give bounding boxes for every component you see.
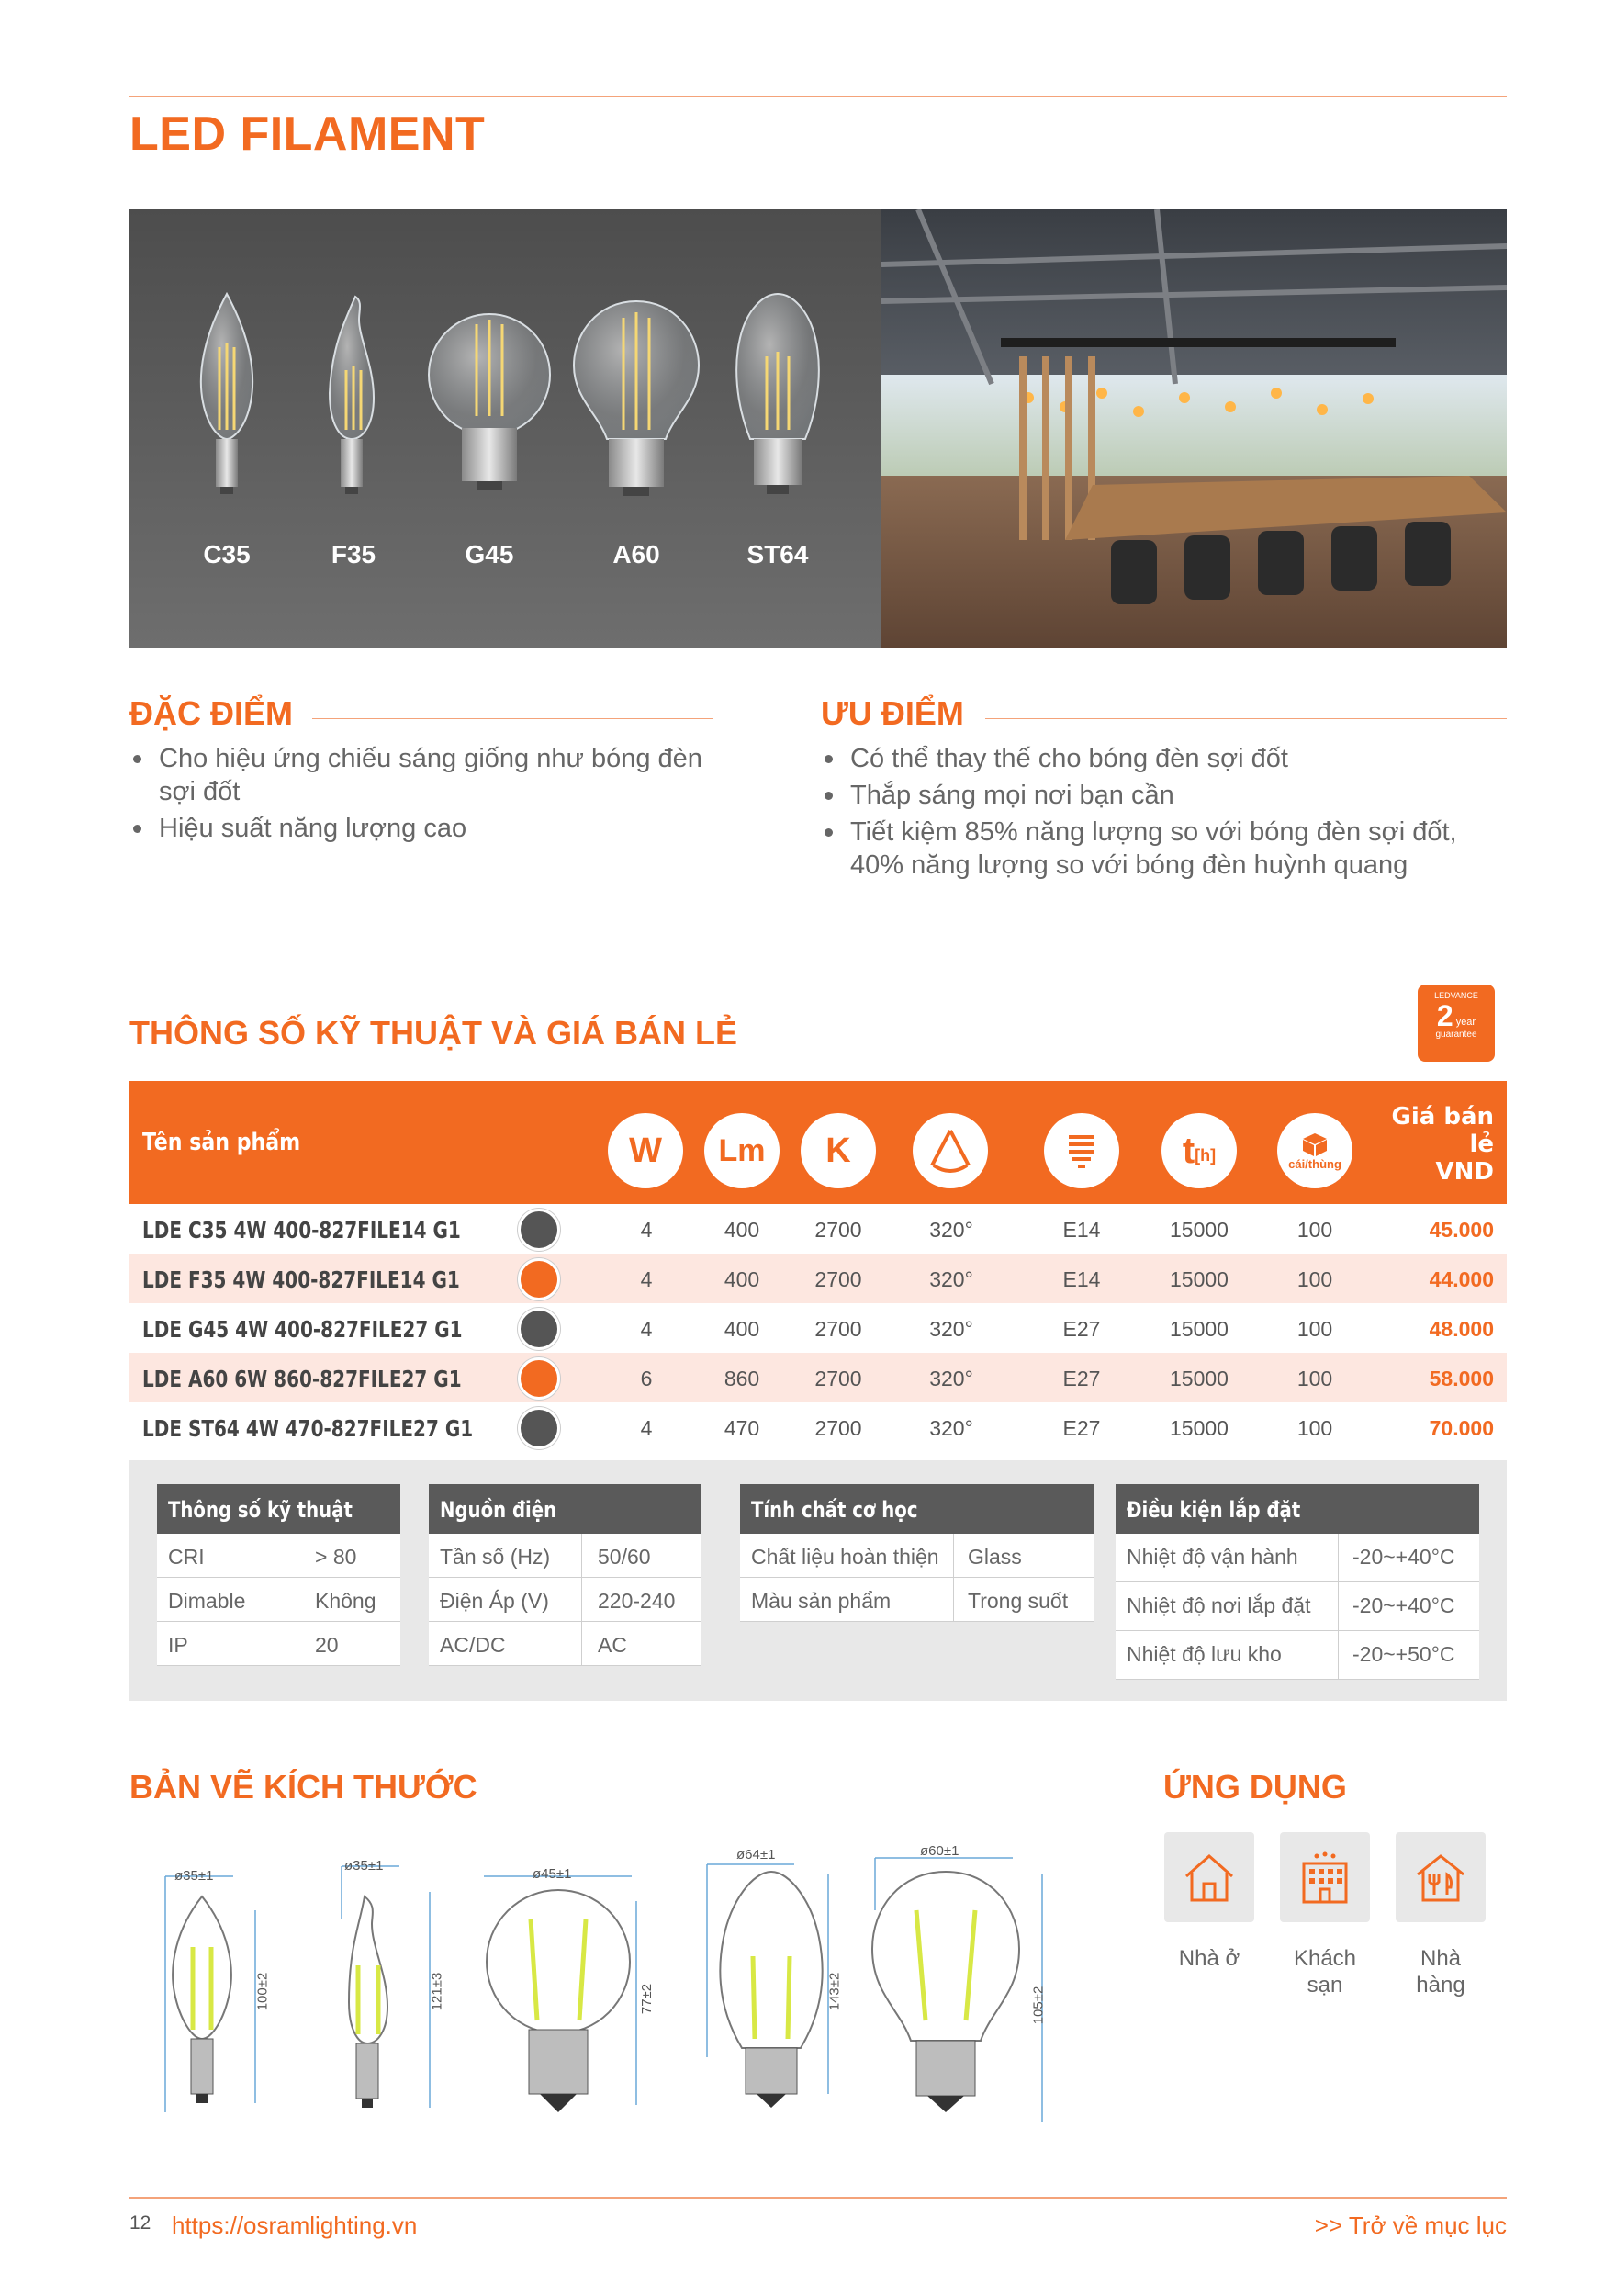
table-row: LDE ST64 4W 470-827FILE27 G1 4 470 2700 320° E27 15000 100 70.000 [129,1402,1507,1452]
st64-bulb-icon [518,1407,560,1449]
dim-a60-diameter: ø60±1 [920,1843,960,1859]
beam-angle-icon [913,1113,988,1188]
home-icon [1179,1847,1240,1908]
bulb-label-f35: F35 [331,540,376,568]
c35-bulb-image [201,294,252,494]
bulb-label-a60: A60 [612,540,660,568]
page-title: LED FILAMENT [129,107,486,161]
restaurant-app-tile [1396,1832,1486,1922]
app-label-restaurant: Nhà hàng [1416,1946,1465,1998]
guarantee-brand: LEDVANCE [1434,991,1478,1000]
f35-bulb-image [330,297,374,494]
features-rule [312,718,713,719]
bulb-label-c35: C35 [203,540,251,568]
table-row: LDE A60 6W 860-827FILE27 G1 6 860 2700 320° E27 15000 100 58.000 [129,1353,1507,1402]
base-socket-icon [1044,1113,1119,1188]
dim-f35-height: 121±3 [429,1972,445,2011]
spec-table-header [129,1081,1507,1204]
dimensions-heading: BẢN VẼ KÍCH THƯỚC [129,1768,477,1806]
applications-heading: ỨNG DỤNG [1163,1768,1347,1806]
page-number: 12 [129,2212,152,2234]
app-label-hotel: Khách sạn [1293,1946,1357,1998]
spec-details-panel [129,1460,1507,1701]
guarantee-years: 2 [1436,999,1453,1032]
bulb-label-st64: ST64 [746,540,809,568]
col-price: Giá bán lẻ VND [1391,1103,1494,1186]
f35-bulb-icon [518,1258,560,1300]
a60-bulb-image [574,301,699,496]
advantage-item: Tiết kiệm 85% năng lượng so với bóng đèn sợi đốt, 40% năng lượng so với bóng đèn huỳnh quang [821,816,1482,882]
a60-bulb-icon [518,1357,560,1400]
dim-g45-height: 77±2 [639,1983,656,2015]
dimension-drawings [147,1846,1065,2122]
g45-bulb-image [429,314,550,490]
advantages-list [821,742,1482,885]
dim-g45-diameter: ø45±1 [533,1866,572,1882]
tech-spec-table: Thông số kỹ thuật CRI > 80 Dimable Không IP 20 [157,1484,400,1666]
interior-photo [881,209,1507,648]
features-list [129,742,717,849]
c35-bulb-icon [518,1209,560,1251]
features-heading: ĐẶC ĐIỂM [129,694,293,732]
col-product-name: Tên sản phẩm [142,1129,301,1156]
dim-f35-diameter: ø35±1 [344,1858,384,1874]
dim-st64-height: 143±2 [826,1972,843,2011]
mechanical-spec-table: Tính chất cơ học Chất liệu hoàn thiện Glass Màu sản phẩm Trong suốt [740,1484,1094,1622]
back-to-contents-link[interactable]: >> Trở về mục lục [1314,2212,1507,2239]
advantage-item: Có thể thay thế cho bóng đèn sợi đốt [821,742,1482,775]
watt-icon: W [608,1113,683,1188]
app-label-home: Nhà ở [1178,1946,1240,1971]
specs-heading: THÔNG SỐ KỸ THUẬT VÀ GIÁ BÁN LẺ [129,1014,738,1052]
guarantee-badge [1418,985,1495,1062]
dim-c35-height: 100±2 [254,1972,271,2011]
guarantee-unit: year [1455,1017,1476,1028]
feature-item: Hiệu suất năng lượng cao [129,812,717,845]
lifetime-icon: t [h] [1162,1113,1237,1188]
top-rule [129,96,1507,97]
bulb-lineup-image [129,209,881,648]
table-row: LDE F35 4W 400-827FILE14 G1 4 400 2700 320° E14 15000 100 44.000 [129,1254,1507,1303]
footer-rule [129,2197,1507,2199]
feature-item: Cho hiệu ứng chiếu sáng giống như bóng đèn sợi đốt [129,742,717,808]
website-link[interactable]: https://osramlighting.vn [172,2212,418,2239]
dim-c35-diameter: ø35±1 [174,1868,214,1884]
guarantee-word: guarantee [1435,1030,1477,1040]
hotel-app-tile [1280,1832,1370,1922]
home-app-tile [1164,1832,1254,1922]
dim-a60-height: 105±2 [1030,1986,1047,2025]
hotel-icon [1295,1847,1355,1908]
carton-box-icon: cái/thùng [1277,1113,1352,1188]
advantage-item: Thắp sáng mọi nơi bạn cần [821,779,1482,812]
table-row: LDE C35 4W 400-827FILE14 G1 4 400 2700 320° E14 15000 100 45.000 [129,1204,1507,1254]
power-spec-table: Nguồn điện Tần số (Hz) 50/60 Điện Áp (V) 220-240 AC/DC AC [429,1484,701,1666]
installation-spec-table: Điều kiện lắp đặt Nhiệt độ vận hành -20~+40°C Nhiệt độ nơi lắp đặt -20~+40°C Nhiệt độ lưu kho -20~+50°C [1116,1484,1479,1680]
st64-bulb-image [736,294,819,494]
advantages-rule [985,718,1507,719]
dim-st64-diameter: ø64±1 [736,1847,776,1863]
restaurant-icon [1410,1847,1471,1908]
bulb-label-g45: G45 [465,540,514,568]
advantages-heading: ƯU ĐIỂM [821,694,964,732]
table-row: LDE G45 4W 400-827FILE27 G1 4 400 2700 320° E27 15000 100 48.000 [129,1303,1507,1353]
lumen-icon: Lm [704,1113,780,1188]
kelvin-icon: K [801,1113,876,1188]
g45-bulb-icon [518,1308,560,1350]
